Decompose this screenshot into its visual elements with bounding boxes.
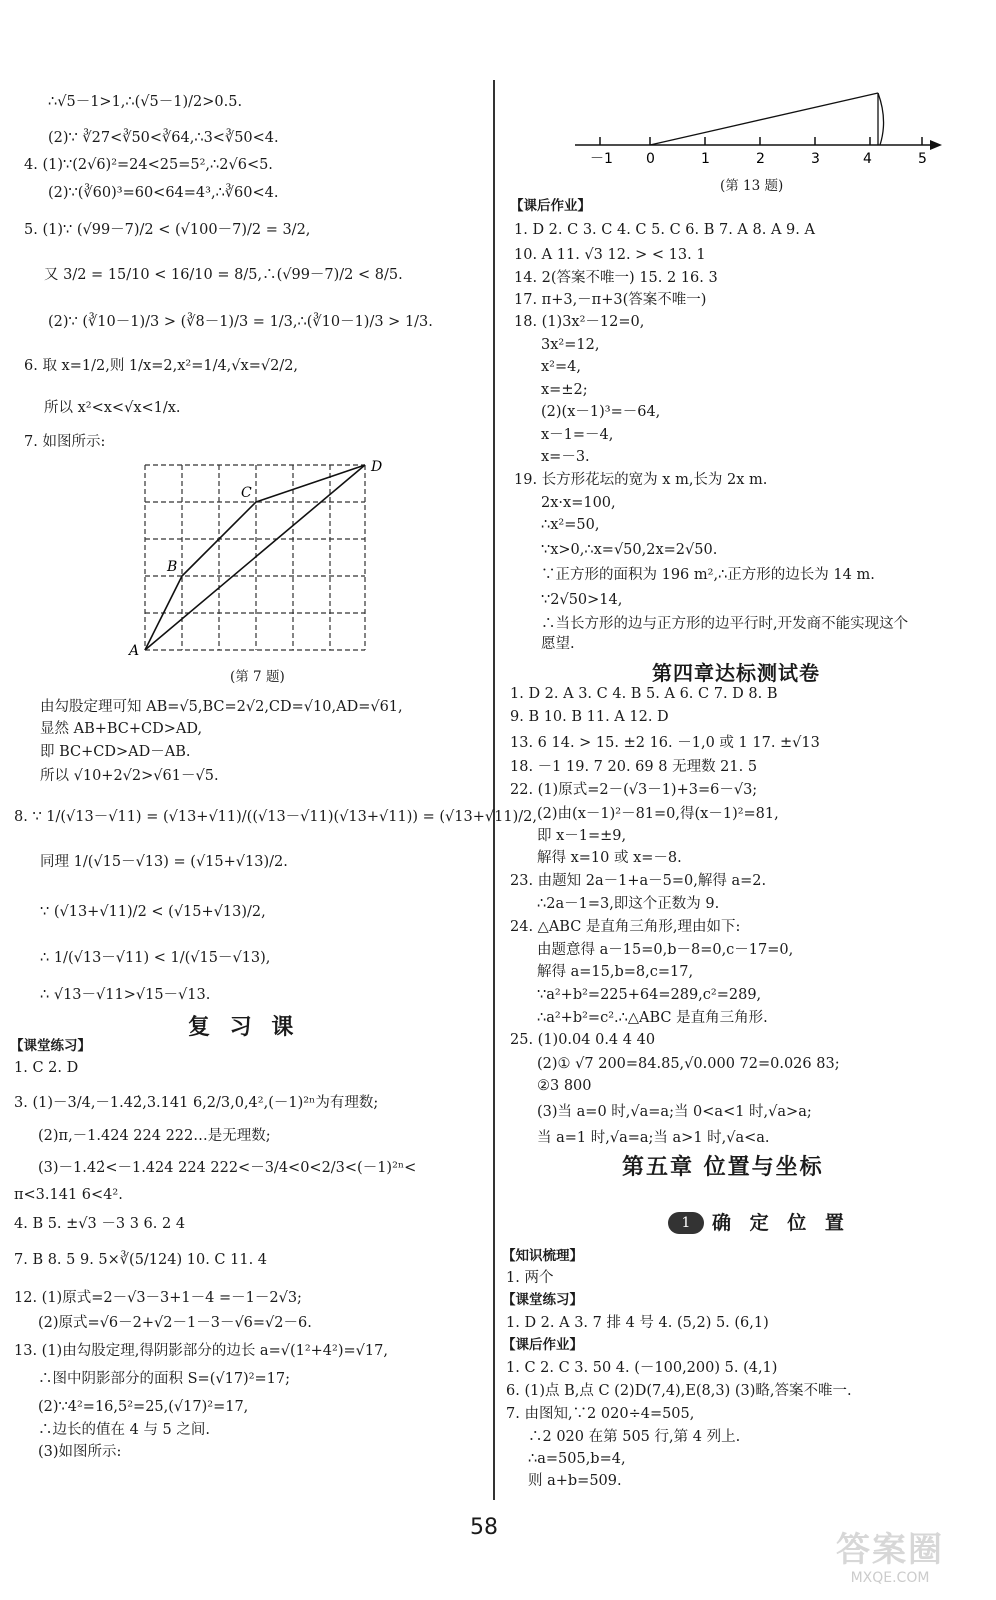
text-line: ②3 800 [537,1078,592,1094]
text-line: 4. (1)∵(2√6)²=24<25=5²,∴2√6<5. [24,157,273,173]
text-line: (2)∵ ∛27<∛50<∛64,∴3<∛50<4. [48,130,279,146]
tick-label: 1 [701,151,710,167]
text-line: ∴ √13－√11>√15－√13. [40,987,211,1003]
text-line: 2x·x=100, [541,495,616,511]
text-line: ∴a=505,b=4, [528,1451,626,1467]
watermark-main: 答案圈 [836,1530,944,1570]
text-line: 1. C 2. C 3. 50 4. (－100,200) 5. (4,1) [506,1360,778,1376]
text-line: ∴边长的值在 4 与 5 之间. [38,1422,210,1438]
text-line: 13. (1)由勾股定理,得阴影部分的边长 a=√(1²+4²)=√17, [14,1343,388,1359]
text-line: 6. 取 x=1/2,则 1/x=2,x²=1/4,√x=√2/2, [24,358,299,374]
text-line: x=－3. [541,449,590,465]
text-line: 12. (1)原式=2－√3－3+1－4 =－1－2√3; [14,1290,302,1306]
text-line: 13. 6 14. > 15. ±2 16. －1,0 或 1 17. ±√13 [510,735,820,751]
text-line: 17. π+3,－π+3(答案不唯一) [514,292,707,308]
point-d-label: D [371,459,383,475]
text-line: 1. D 2. A 3. C 4. B 5. A 6. C 7. D 8. B [510,686,778,702]
text-line: 1. 两个 [506,1270,554,1286]
text-line: (2)∵ (∛10－1)/3 > (∛8－1)/3 = 1/3,∴(∛10－1)/3 > 1/3. [48,314,433,330]
text-line: x²=4, [541,359,581,375]
text-line: 3. (1)－3/4,－1.42̇,3.141 6,2/3,0,4²,(－1)²ⁿ为有理数; [14,1095,379,1111]
text-line: (2)∵4²=16,5²=25,(√17)²=17, [38,1399,249,1415]
text-line: ∵x>0,∴x=√50,2x=2√50. [541,542,718,558]
text-line: x－1=－4, [541,427,614,443]
text-line: 1. D 2. C 3. C 4. C 5. C 6. B 7. A 8. A 9. A [514,222,815,238]
text-line: 同理 1/(√15－√13) = (√15+√13)/2. [40,854,288,870]
text-line: π<3.141 6<4². [14,1187,123,1203]
text-line: 19. 长方形花坛的宽为 x m,长为 2x m. [514,472,768,488]
chapter-5-title: 第五章 位置与坐标 [622,1154,824,1180]
text-line: ∴2 020 在第 505 行,第 4 列上. [528,1429,741,1445]
text-line: ∴ 1/(√13－√11) < 1/(√15－√13), [40,950,271,966]
text-line: 3x²=12, [541,337,600,353]
text-line: 1. D 2. A 3. 7 排 4 号 4. (5,2) 5. (6,1) [506,1315,769,1331]
text-line: 由勾股定理可知 AB=√5,BC=2√2,CD=√10,AD=√61, [40,699,403,715]
text-line: 23. 由题知 2a－1+a－5=0,解得 a=2. [510,873,767,889]
chapter-4-test-title: 第四章达标测试卷 [652,661,820,685]
text-line: (2)原式=√6－2+√2－1－3－√6=√2－6. [38,1315,312,1331]
text-line: ∴当长方形的边与正方形的边平行时,开发商不能实现这个 [541,616,909,632]
figure-7-caption: (第 7 题) [230,669,285,685]
text-line: (3)－1.42̇<－1.424 224 222<－3/4<0<2/3<(－1)²ⁿ< [38,1160,417,1176]
text-line: ∴图中阴影部分的面积 S=(√17)²=17; [38,1371,290,1387]
section-label: 【知识梳理】 [502,1248,583,1264]
text-line: 愿望. [541,636,575,652]
text-line: ∵ (√13+√11)/2 < (√15+√13)/2, [40,904,266,920]
text-line: (2)π,－1.424 224 222…是无理数; [38,1128,271,1144]
text-line: (3)如图所示: [38,1444,122,1460]
text-line: 25. (1)0.04 0.4 4 40 [510,1032,656,1048]
text-line: 7. 如图所示: [24,434,106,450]
watermark [800,1530,980,1595]
tick-label: 3 [811,151,820,167]
tick-label: －1 [590,151,613,167]
tick-label: 4 [863,151,872,167]
tick-label: 2 [756,151,765,167]
text-line: 9. B 10. B 11. A 12. D [510,709,669,725]
tick-label: 0 [646,151,655,167]
text-line: 14. 2(答案不唯一) 15. 2 16. 3 [514,270,718,286]
section-label: 【课堂练习】 [10,1038,91,1054]
text-line: 即 x－1=±9, [537,828,627,844]
page-number: 58 [470,1515,498,1540]
text-line: 22. (1)原式=2－(√3－1)+3=6－√3; [510,782,758,798]
figure-13-caption: (第 13 题) [720,178,784,194]
text-line: 24. △ABC 是直角三角形,理由如下: [510,919,741,935]
text-line: 18. (1)3x²－12=0, [514,314,645,330]
text-line: (3)当 a=0 时,√a=a;当 0<a<1 时,√a>a; [537,1104,812,1120]
section-label: 【课后作业】 [502,1337,583,1353]
text-line: x=±2; [541,382,588,398]
tick-label: 5 [918,151,927,167]
text-line: ∵正方形的面积为 196 m²,∴正方形的边长为 14 m. [541,567,875,583]
text-line: ∵2√50>14, [541,592,623,608]
text-line: 当 a=1 时,√a=a;当 a>1 时,√a<a. [537,1130,770,1146]
text-line: 8. ∵ 1/(√13－√11) = (√13+√11)/((√13－√11)(√13+√11)) = (√13+√11)/2, [14,809,537,825]
text-line: 则 a+b=509. [528,1473,622,1489]
text-line: ∵a²+b²=225+64=289,c²=289, [537,987,762,1003]
column-divider [493,80,495,1500]
point-a-label: A [129,643,140,659]
figure-7-grid [125,455,405,660]
point-b-label: B [167,559,178,575]
text-line: 解得 a=15,b=8,c=17, [537,964,694,980]
text-line: 10. A 11. √3 12. > < 13. 1 [514,247,706,263]
text-line: ∴a²+b²=c².∴△ABC 是直角三角形. [537,1010,768,1026]
text-line: 显然 AB+BC+CD>AD, [40,721,203,737]
text-line: (2)① √7 200=84.85,√0.000 72=0.026 83; [537,1056,840,1072]
text-line: (2)由(x－1)²－81=0,得(x－1)²=81, [537,806,779,822]
text-line: 即 BC+CD>AD－AB. [40,744,191,760]
text-line: 5. (1)∵ (√99－7)/2 < (√100－7)/2 = 3/2, [24,222,311,238]
text-line: 1. C 2. D [14,1060,79,1076]
text-line: (2)(x－1)³=－64, [541,404,661,420]
watermark-sub: MXQE.COM [850,1570,930,1586]
text-line: 所以 √10+2√2>√61－√5. [40,768,219,784]
text-line: ∴x²=50, [541,517,600,533]
lesson-number-badge: 1 [668,1212,704,1234]
point-c-label: C [241,485,252,501]
text-line: 7. B 8. 5 9. 5×∛(5/124) 10. C 11. 4 [14,1252,268,1268]
text-line: (2)∵(∛60)³=60<64=4³,∴∛60<4. [48,185,279,201]
text-line: 又 3/2 = 15/10 < 16/10 = 8/5,∴(√99－7)/2 < 8/5. [44,267,403,283]
text-line: 由题意得 a－15=0,b－8=0,c－17=0, [537,942,794,958]
figure-13-number-line [570,85,950,175]
section-title-review: 复 习 课 [188,1014,300,1040]
section-label: 【课堂练习】 [502,1292,583,1308]
text-line: 4. B 5. ±√3 －3 3 6. 2 4 [14,1216,186,1232]
text-line: ∴√5－1>1,∴(√5－1)/2>0.5. [48,94,243,110]
text-line: 18. －1 19. 7 20. 69 8 无理数 21. 5 [510,759,758,775]
text-line: ∴2a－1=3,即这个正数为 9. [537,896,720,912]
text-line: 所以 x²<x<√x<1/x. [44,400,181,416]
text-line: 6. (1)点 B,点 C (2)D(7,4),E(8,3) (3)略,答案不唯一. [506,1383,852,1399]
text-line: 7. 由图知,∵2 020÷4=505, [506,1406,695,1422]
text-line: 解得 x=10 或 x=－8. [537,850,682,866]
section-label: 【课后作业】 [510,198,591,214]
lesson-title: 确 定 位 置 [712,1212,850,1234]
